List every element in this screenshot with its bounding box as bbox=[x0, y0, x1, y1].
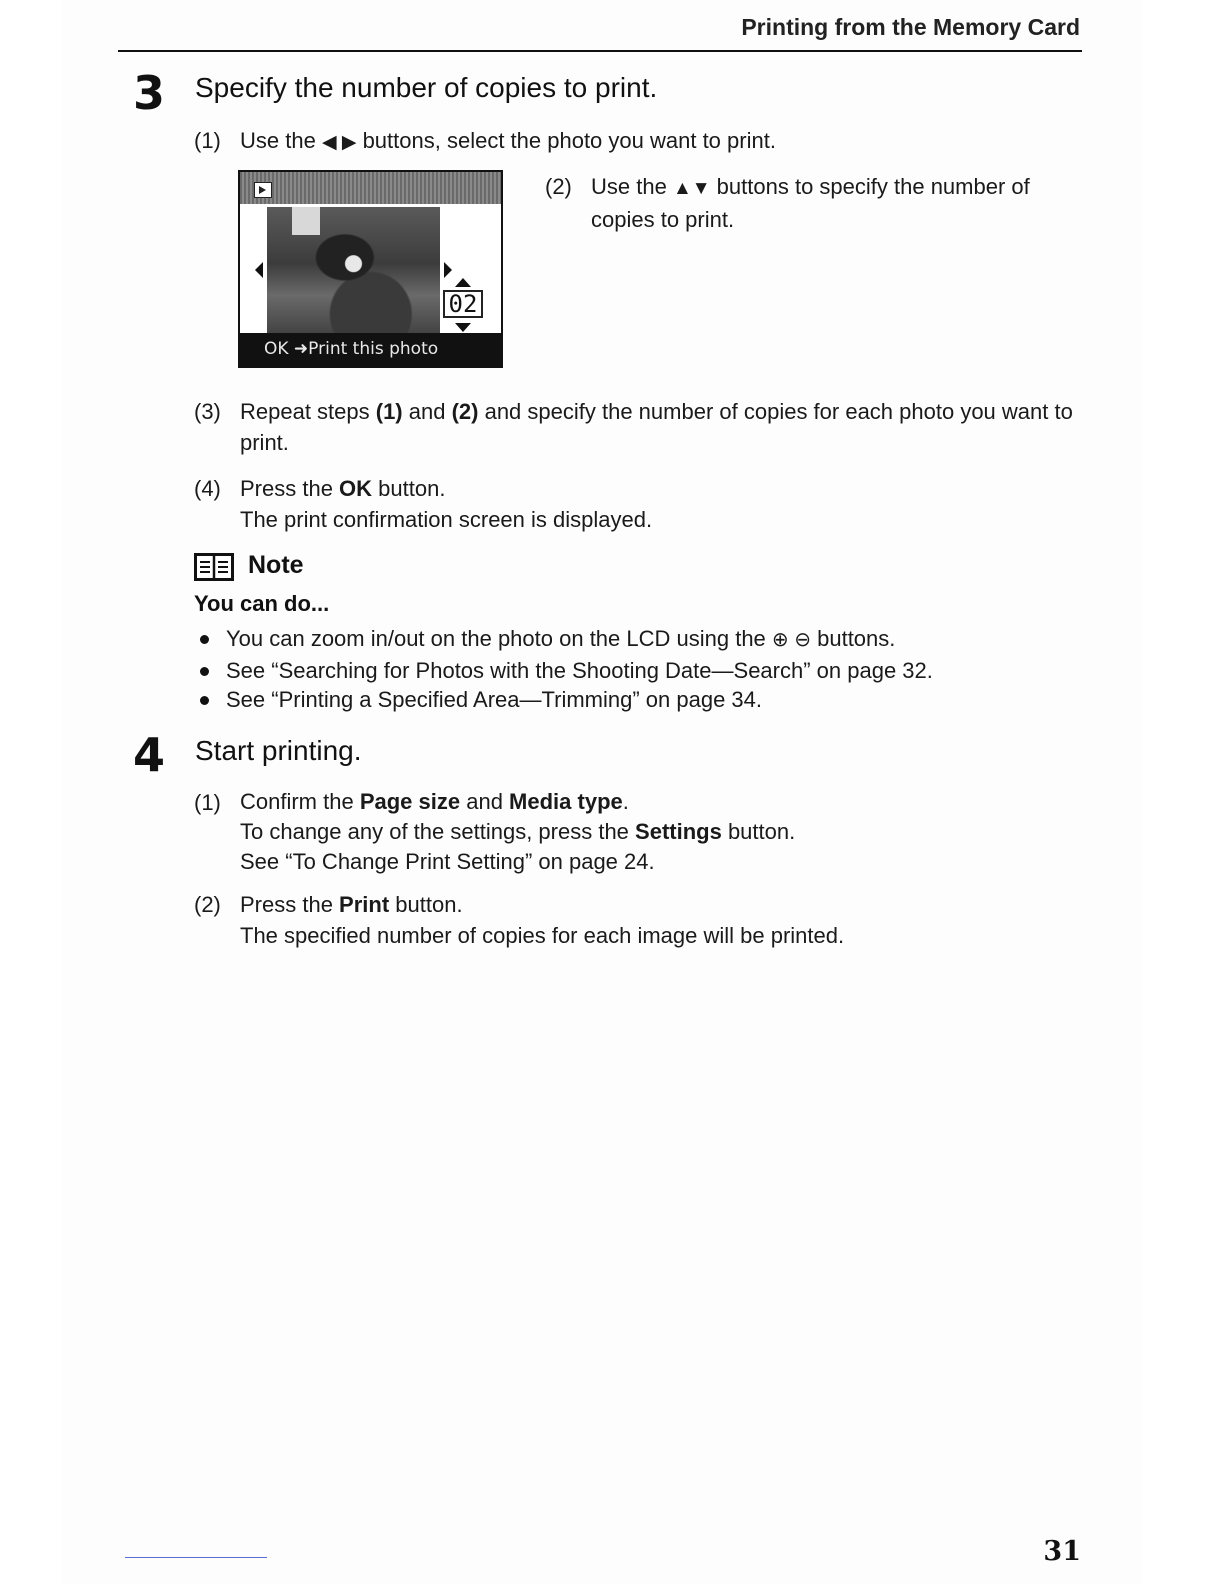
step-4-sub-1: (1) Confirm the Page size and Media type. To change any of the settings, press the Settings button. See “To Change Print Setting” on page 24. bbox=[194, 789, 796, 874]
note-bullet-list bbox=[200, 624, 1100, 715]
lcd-bottom-bar bbox=[240, 333, 501, 366]
lcd-photo bbox=[267, 207, 440, 333]
playback-icon bbox=[254, 182, 272, 198]
left-right-arrows-icon: ◀ ▶ bbox=[321, 132, 357, 153]
sub-number: (2) bbox=[545, 174, 572, 199]
step-3-title: Specify the number of copies to print. bbox=[195, 72, 658, 103]
note-subtitle: You can do... bbox=[194, 591, 330, 616]
sub-number: (4) bbox=[194, 476, 221, 501]
note-title: Note bbox=[248, 551, 304, 579]
list-item: You can zoom in/out on the photo on the LCD using the ⊕ ⊖ buttons. bbox=[200, 624, 1100, 656]
sub-number: (3) bbox=[194, 399, 221, 424]
lcd-title-bar bbox=[240, 172, 501, 204]
zoom-in-out-icon: ⊕ ⊖ bbox=[771, 629, 811, 651]
step-3-sub-4: (4) Press the OK button. The print confirmation screen is displayed. bbox=[194, 473, 1094, 537]
lcd-right-arrow-icon bbox=[444, 262, 452, 278]
step-3-sub-3: (3) Repeat steps (1) and (2) and specify the number of copies for each photo you want to print. bbox=[194, 396, 1094, 460]
list-item: See “Printing a Specified Area—Trimming” on page 34. bbox=[200, 685, 1100, 715]
step-4-number: 4 bbox=[133, 728, 166, 782]
step-3-sub-1: (1) Use the ◀ ▶ buttons, select the photo you want to print. bbox=[194, 125, 1094, 156]
step-4-sub-2: (2) Press the Print button. The specified number of copies for each image will be printed. bbox=[194, 889, 1094, 953]
step-4-title: Start printing. bbox=[195, 735, 362, 766]
lcd-copies-count: 02 bbox=[443, 290, 483, 318]
list-item: See “Searching for Photos with the Shooting Date—Search” on page 32. bbox=[200, 656, 1100, 686]
step-3-number: 3 bbox=[133, 66, 166, 120]
footer-rule bbox=[125, 1557, 267, 1558]
sub-number: (2) bbox=[194, 892, 221, 917]
lcd-bottom-label: OK ➜Print this photo bbox=[264, 339, 439, 359]
header-title: Printing from the Memory Card bbox=[741, 14, 1080, 40]
note-book-icon bbox=[194, 553, 234, 581]
page-number: 31 bbox=[1043, 1536, 1081, 1567]
lcd-up-arrow-icon bbox=[455, 278, 471, 287]
sub-number: (1) bbox=[194, 128, 221, 153]
sub-number: (1) bbox=[194, 790, 221, 815]
up-down-arrows-icon: ▲▼ bbox=[672, 178, 711, 199]
lcd-down-arrow-icon bbox=[455, 323, 471, 332]
running-header bbox=[118, 12, 1082, 52]
lcd-screen-illustration bbox=[238, 170, 503, 368]
lcd-left-arrow-icon bbox=[255, 262, 263, 278]
step-3-sub-2: (2) Use the ▲▼ buttons to specify the number of copies to print. bbox=[545, 171, 1075, 235]
